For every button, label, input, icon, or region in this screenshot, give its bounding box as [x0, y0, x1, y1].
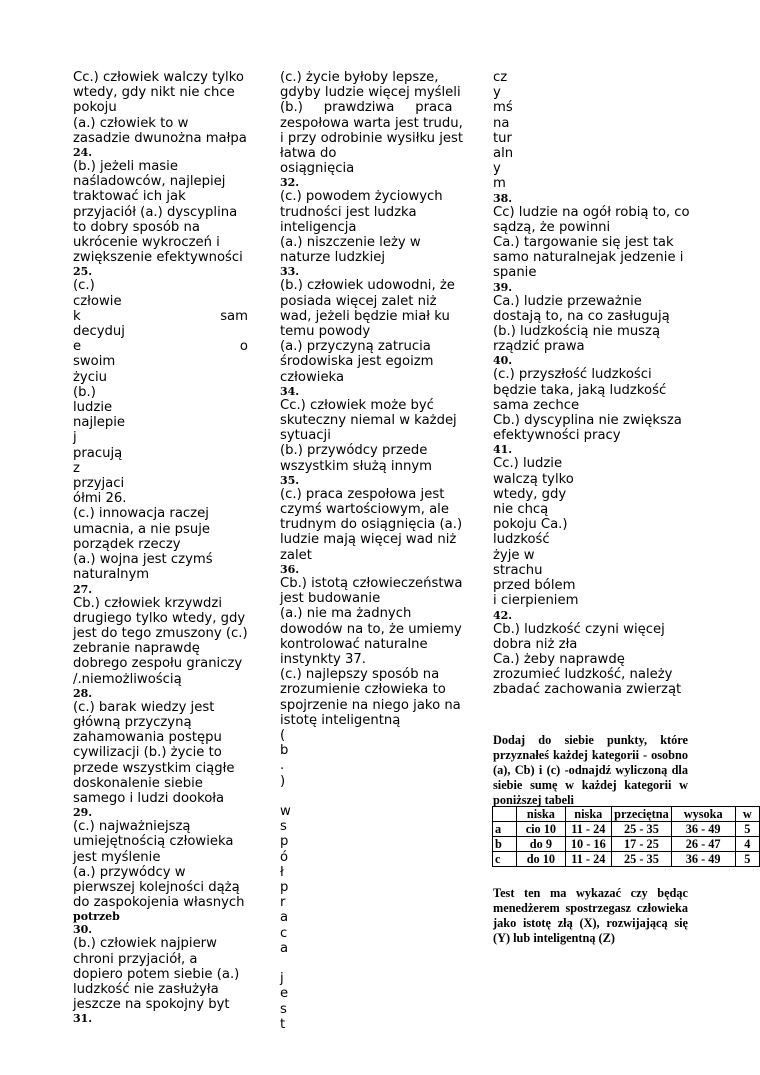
answer-text: (a.) niszczenie leży w naturze ludzkiej [280, 235, 425, 266]
table-header-cell: niska [517, 807, 565, 822]
question-number: 29. [73, 806, 93, 820]
answer-text: ł [280, 864, 284, 880]
column-1 [73, 70, 252, 1026]
answer-text: Cc.) człowiek może być skuteczny niemal w każdej sytuacji [280, 397, 461, 444]
table-cell: 5 [735, 852, 759, 867]
answer-text: wtedy, gdy [493, 486, 567, 502]
question-number: 31. [73, 1012, 93, 1026]
answer-text: (c.) życie byłoby lepsze, gdyby ludzie więcej myśleli [280, 70, 461, 101]
answer-text: Cc.) ludzie [493, 456, 563, 472]
question-number: 34. [280, 384, 300, 398]
question-number: 28. [73, 686, 93, 700]
answer-text: pokoju Ca.) [493, 517, 568, 533]
answer-text: Cc) ludzie na ogół robią to, co sądzą, że powinni [493, 204, 694, 235]
answer-text: najlepie [73, 415, 126, 431]
answer-text: (b.) ludzkością nie muszą rządzić prawa [493, 324, 665, 355]
answer-text: walczą tylko [493, 471, 574, 487]
answer-text: żyje w [493, 547, 535, 563]
table-cell: do 10 [517, 852, 565, 867]
answer-text: (c.) innowacja raczej umacnia, a nie psuje porządek rzeczy [73, 506, 215, 552]
answer-text: tur [493, 130, 512, 146]
answer-text [280, 956, 465, 971]
answer-text: (c.) najlepszy sposób na zrozumienie człowieka to spojrzenie na niego jako na istotę inteligentną [280, 667, 465, 728]
answer-text: Cb.) ludzkość czyni więcej dobra niż zła [493, 621, 669, 652]
table-cell: c [493, 852, 517, 867]
answer-text: (a.) przywódcy w pierwszej kolejności dążą do zaspokojenia własnych [73, 864, 245, 911]
table-cell: 11 - 24 [565, 822, 612, 837]
answer-text: Cc.) człowiek walczy tylko wtedy, gdy nikt nie chce pokoju [73, 70, 249, 116]
answer-text: Ca.) żeby naprawdę zrozumieć ludzkość, należy zbadać zachowania zwierząt [493, 651, 682, 698]
table-cell: b [493, 837, 517, 852]
question-number: 39. [493, 280, 513, 294]
answer-text: decyduj [73, 324, 125, 340]
answer-text: ( [280, 727, 286, 743]
answer-text: ludzkość [493, 532, 550, 548]
answer-text: (c.) barak wiedzy jest główną przyczyną zahamowania postępu cywilizacji (b.) życie to przede wszystkim ciągłe doskonalenie siebie samego i ludzi dookoła [73, 699, 239, 806]
answer-text: (c.) praca zespołowa jest czymś wartościowym, ale trudnym do osiągnięcia (a.) ludzie mają więcej wad niż zalet [280, 486, 467, 563]
question-number: 40. [493, 354, 513, 368]
answer-text: cz [493, 70, 508, 85]
answer-text: Ca.) targowanie się jest tak samo naturalnejak jedzenie i spanie [493, 235, 688, 281]
answer-text: Cb.) człowiek krzywdzi drugiego tylko wtedy, gdy jest do tego zmuszony (c.) zebranie naprawdę dobrego zespołu graniczy /.niemożliwością [73, 595, 252, 687]
answer-text: . [280, 758, 285, 774]
answer-text: ółmi 26. [73, 491, 127, 507]
table-cell: 25 - 35 [612, 852, 672, 867]
answer-text: (c.) przyszłość ludzkości będzie taka, jaką ludzkość sama zechce [493, 367, 671, 413]
answer-text: pracują [73, 445, 123, 461]
answer-text: (a.) wojna jest czymś naturalnym [73, 552, 217, 583]
answer-text: strachu [493, 562, 543, 578]
answer-text: człowie [73, 293, 122, 309]
answer-text: s [280, 819, 287, 835]
answer-text: aln [493, 146, 514, 162]
answer-text: p [280, 879, 289, 895]
answer-text: i cierpieniem [493, 593, 579, 609]
answer-text: (b.) człowiek najpierw chroni przyjaciół, a dopiero potem siebie (a.) ludzkość nie zasłużyła jeszcze na spokojny byt [73, 936, 244, 1013]
answer-text: (c.) [73, 278, 95, 294]
answer-text: m [493, 176, 506, 192]
answer-text: a [280, 940, 289, 956]
table-cell: 26 - 47 [671, 837, 735, 852]
answer-text: osiągnięcia [280, 161, 355, 177]
question-number: 35. [280, 473, 300, 487]
table-cell: 36 - 49 [671, 852, 735, 867]
table-cell: 4 [735, 837, 759, 852]
table-cell: 10 - 16 [565, 837, 612, 852]
table-cell: 5 [735, 822, 759, 837]
answer-text: przyjaci [73, 476, 125, 492]
answer-text: b [280, 743, 289, 759]
answer-text: e [280, 986, 289, 1002]
question-number: 32. [280, 176, 300, 190]
answer-text: s [280, 1001, 287, 1017]
answer-text: (c.) najważniejszą umiejętnością człowieka jest myślenie [73, 819, 238, 865]
answer-text: Cb.) dyscyplina nie zwiększa efektywności pracy [493, 413, 687, 444]
answer-text: y [493, 85, 501, 101]
answer-text: e o [73, 339, 248, 355]
table-cell: 36 - 49 [671, 822, 735, 837]
table-cell: 17 - 25 [612, 837, 672, 852]
question-number: 38. [493, 191, 513, 205]
question-number: 36. [280, 562, 300, 576]
question-number: 24. [73, 146, 93, 160]
table-cell: 11 - 24 [565, 852, 612, 867]
question-number: 30. [73, 923, 93, 937]
answer-text: (a.) nie ma żadnych dowodów na to, że umiemy kontrolować naturalne instynkty 37. [280, 606, 467, 667]
answer-text: Ca.) ludzie przeważnie dostają to, na co zasługują [493, 293, 670, 324]
answer-text: t [280, 1016, 286, 1032]
table-cell: cio 10 [517, 822, 565, 837]
answer-text: (b.) przywódcy przede wszystkim służą innym [280, 443, 432, 474]
table-header-cell: w [735, 807, 759, 822]
answer-text: r [280, 895, 286, 911]
answer-text: (b.) prawdziwa praca zespołowa warta jest trudu, i przy odrobinie wysiłku jest łatwa do [280, 100, 468, 162]
answer-text: życiu [73, 369, 107, 385]
answer-text: (a.) przyczyną zatrucia środowiska jest egoizm człowieka [280, 339, 438, 385]
table-row [493, 837, 760, 852]
answer-text: ludzie [73, 400, 113, 416]
test-conclusion: Test ten ma wykazać czy będąc menedżerem spostrzegasz człowieka jako istotę złą (X), rozwijającą się (Y) lub inteligentną (Z) [493, 886, 688, 945]
answer-text: y [493, 161, 501, 177]
answer-text: p [280, 834, 289, 850]
table-header-cell [493, 807, 517, 822]
answer-text: (b.) jeżeli masie naśladowców, najlepiej traktować ich jak przyjaciół (a.) dyscyplina to dobry sposób na ukrócenie wykroczeń i zwiększenie efektywności [73, 159, 243, 266]
answer-text: a [280, 910, 289, 926]
answer-text [280, 789, 465, 804]
table-row [493, 822, 760, 837]
table-header-cell: wysoka [671, 807, 735, 822]
answer-text: j [73, 430, 77, 446]
answer-text: na [493, 115, 510, 131]
question-number: 25. [73, 265, 93, 279]
column-2 [280, 70, 468, 1032]
table-cell: 25 - 35 [612, 822, 672, 837]
question-number: 27. [73, 582, 93, 596]
scoring-instructions: Dodaj do siebie punkty, które przyznałeś każdej kategorii - osobno (a), Cb) i (c) -odnajdź wyliczoną dla siebie sumę w każdej kategorii w poniższej tabeli [493, 733, 688, 807]
question-number: 33. [280, 265, 300, 279]
table-row [493, 852, 760, 867]
answer-text: (c.) powodem życiowych trudności jest ludzka inteligencja [280, 189, 447, 235]
answer-text: swoim [73, 354, 116, 370]
question-number: potrzeb [73, 910, 120, 924]
table-header-cell: przeciętna [612, 807, 672, 822]
answer-text: mś [493, 100, 513, 116]
question-number: 41. [493, 443, 513, 457]
table-cell: a [493, 822, 517, 837]
table-cell: do 9 [517, 837, 565, 852]
answer-text: (b.) człowiek udowodni, że posiada więcej zalet niż wad, jeżeli będzie miał ku temu powody [280, 278, 460, 340]
question-number: 42. [493, 608, 513, 622]
column-3 [493, 70, 693, 698]
answer-text: j [280, 971, 284, 987]
answer-text: c [280, 925, 288, 941]
answer-text: ó [280, 849, 289, 865]
answer-text: ) [280, 773, 286, 789]
answer-text: (b.) [73, 384, 96, 400]
answer-text: przed bólem [493, 578, 576, 594]
answer-text: z [73, 460, 80, 476]
score-table [492, 806, 760, 867]
answer-text: k sam [73, 308, 248, 324]
answer-text: (a.) człowiek to w zasadzie dwunożna małpa [73, 115, 247, 146]
answer-text: nie chcą [493, 502, 549, 518]
answer-text: w [280, 803, 291, 819]
answer-text: Cb.) istotą człowieczeństwa jest budowanie [280, 575, 467, 607]
score-table-header [493, 807, 760, 822]
table-header-cell: niska [565, 807, 612, 822]
